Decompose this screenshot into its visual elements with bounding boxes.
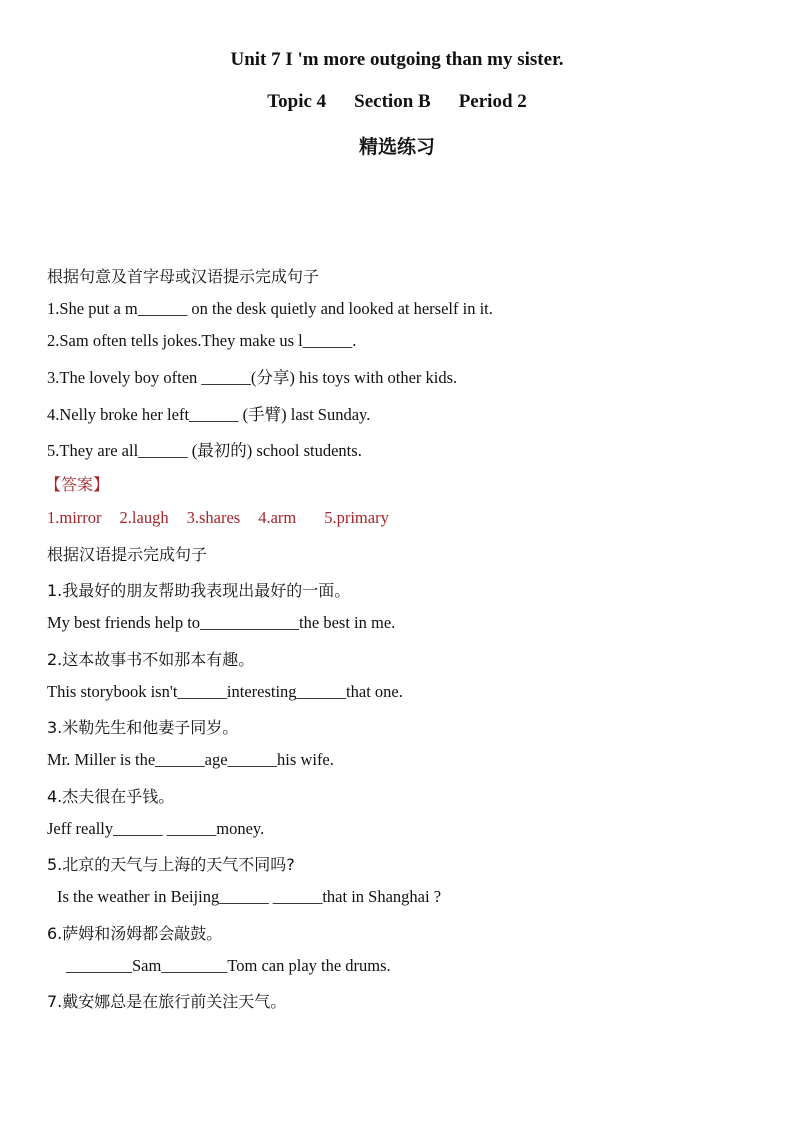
part2-item-6-chinese: 6.萨姆和汤姆都会敲鼓。 [47,924,223,943]
answer-1: 1.mirror [47,508,102,527]
part2-item-2-english: This storybook isn't______interesting______that one. [47,682,403,701]
part1-question-3: 3.The lovely boy often ______(分享) his toys with other kids. [47,368,458,387]
part2-instruction: 根据汉语提示完成句子 [47,545,208,564]
part1-question-4: 4.Nelly broke her left______ (手臂) last Sunday. [47,405,371,424]
answer-5: 5.primary [324,508,389,527]
part2-item-7-chinese: 7.戴安娜总是在旅行前关注天气。 [47,992,287,1011]
answer-3: 3.shares [186,508,241,527]
part2-item-4-english: Jeff really______ ______money. [47,819,265,838]
part1-question-5: 5.They are all______ (最初的) school students. [47,441,362,460]
part2-item-3-chinese: 3.米勒先生和他妻子同岁。 [47,718,239,737]
part2-item-5-english: Is the weather in Beijing______ ______that in Shanghai ? [57,887,442,906]
part2-item-4-chinese: 4.杰夫很在乎钱。 [47,787,175,806]
part2-item-2-chinese: 2.这本故事书不如那本有趣。 [47,650,255,669]
part1-instruction: 根据句意及首字母或汉语提示完成句子 [47,267,320,286]
answer-2: 2.laugh [119,508,169,527]
section-label: Section B [354,91,431,112]
unit-title: Unit 7 I 'm more outgoing than my sister. [230,49,564,70]
part1-question-2: 2.Sam often tells jokes.They make us l______. [47,331,357,350]
answer-label: 【答案】 [45,475,110,494]
part2-item-1-english: My best friends help to____________the best in me. [47,613,396,632]
part2-item-1-chinese: 1.我最好的朋友帮助我表现出最好的一面。 [47,581,351,600]
part2-item-6-english: ________Sam________Tom can play the drums. [66,956,391,975]
topic-label: Topic 4 [267,91,327,112]
answer-list [47,508,407,528]
part2-item-5-chinese: 5.北京的天气与上海的天气不同吗? [47,855,295,874]
period-label: Period 2 [458,91,527,112]
part1-question-1: 1.She put a m______ on the desk quietly and looked at herself in it. [47,299,493,318]
topic-section-period [0,91,794,113]
answer-4: 4.arm [258,508,297,527]
part2-item-3-english: Mr. Miller is the______age______his wife. [47,750,334,769]
page-subtitle: 精选练习 [358,136,435,158]
